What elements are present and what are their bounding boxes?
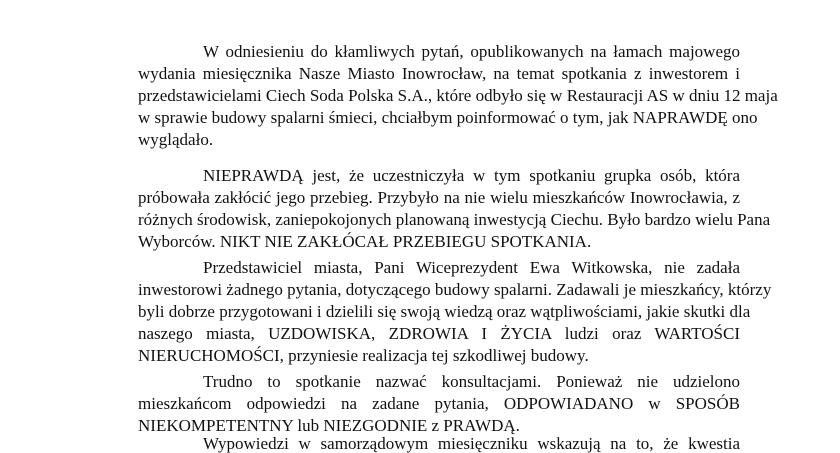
paragraph-1-line-2: wydania miesięcznika Nasze Miasto Inowrocław, na temat spotkania z inwestorem i: [138, 64, 740, 83]
paragraph-4-line-1: Trudno to spotkanie nazwać konsultacjami. Ponieważ nie udzielono: [203, 372, 740, 391]
paragraph-2-line-1: NIEPRAWDĄ jest, że uczestniczyła w tym spotkaniu grupka osób, która: [203, 166, 740, 185]
paragraph-2-line-3: różnych środowisk, zaniepokojonych planowaną inwestycją Ciechu. Było bardzo wielu Pana: [138, 210, 771, 229]
paragraph-1-line-1: W odniesieniu do kłamliwych pytań, opublikowanych na łamach majowego: [203, 42, 740, 61]
paragraph-3-line-2: inwestorowi żadnego pytania, dotyczącego budowy spalarni. Zadawali je mieszkańcy, którzy: [138, 280, 772, 299]
paragraph-4-line-2: mieszkańcom odpowiedzi na zadane pytania, ODPOWIADANO w SPOSÓB: [138, 394, 740, 413]
paragraph-4-line-3: NIEKOMPETENTNY lub NIEZGODNIE z PRAWDĄ.: [138, 416, 520, 435]
paragraph-5-line-1: Wypowiedzi w samorządowym miesięczniku wskazują na to, że kwestia: [203, 434, 740, 453]
paragraph-1-line-4: w sprawie budowy spalarni śmieci, chciałbym poinformować o tym, jak NAPRAWDĘ ono: [138, 108, 758, 127]
paragraph-1-line-5: wyglądało.: [138, 130, 214, 149]
paragraph-3-line-1: Przedstawiciel miasta, Pani Wiceprezydent Ewa Witkowska, nie zadała: [203, 258, 740, 277]
paragraph-3-line-5: NIERUCHOMOŚCI, przyniesie realizacja tej szkodliwej budowy.: [138, 346, 589, 365]
paragraph-3-line-4: naszego miasta, UZDOWISKA, ZDROWIA I ŻYCIA ludzi oraz WARTOŚCI: [138, 324, 740, 343]
paragraph-2-line-2: próbowała zakłócić jego przebieg. Przybyło na nie wielu mieszkańców Inowrocławia, z: [138, 188, 740, 207]
paragraph-2-line-4: Wyborców. NIKT NIE ZAKŁÓCAŁ PRZEBIEGU SPOTKANIA.: [138, 232, 592, 251]
paragraph-1-line-3: przedstawicielami Ciech Soda Polska S.A., które odbyło się w Restauracji AS w dniu 12 maja: [138, 86, 778, 105]
paragraph-3-line-3: byli dobrze przygotowani i dzielili się swoją wiedzą oraz wątpliwościami, jakie skutki dla: [138, 302, 751, 321]
